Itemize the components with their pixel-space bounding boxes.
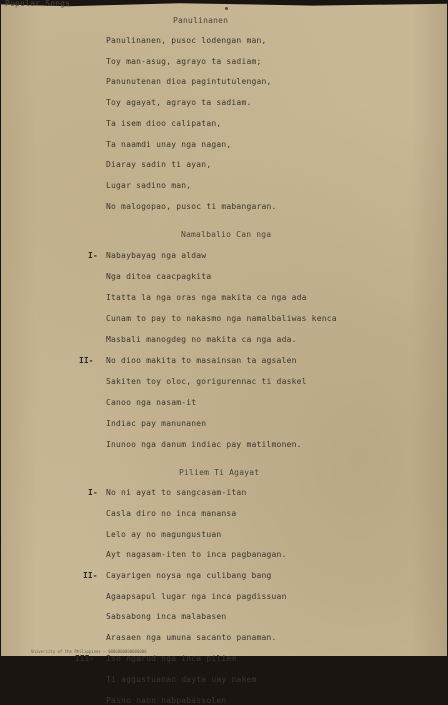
verse-line: Lelo ay no magungustuan <box>106 530 222 539</box>
verse-line: No ni ayat to sangcasam-itan <box>106 488 247 497</box>
verse-line: Ayt nagasam-iten to inca pagbanagan. <box>106 550 287 559</box>
verse-line: Lugar sadino man, <box>106 181 192 190</box>
verse-line: Masbali manogdeg no makita ca nga ada. <box>106 335 297 344</box>
section-title-1: Panulinanen <box>173 16 229 25</box>
verse-line: Inunoo nga danum indiac pay matilmonen. <box>106 440 302 449</box>
verse-line: Diaray sadin ti ayan, <box>106 160 212 169</box>
stanza-numeral: II- <box>79 356 94 365</box>
verse-line: Nabaybayag nga aldaw <box>106 251 207 260</box>
verse-line: No dioo makita to masainsan ta agsalen <box>106 356 297 365</box>
stanza-numeral: II- <box>83 571 98 580</box>
verse-line: Cayarigen noysa nga culibang bang <box>106 571 272 580</box>
verse-line: Pasno naon nabpabassolen <box>106 696 227 705</box>
verse-line: Arasaen nga umuna sacanto panaman. <box>106 633 277 642</box>
verse-line: Nga ditoa caacpagkita <box>106 272 212 281</box>
section-title-3: Piliem Ti Agayat <box>179 468 260 477</box>
verse-line: No malogopao, pusoc ti mabangaran. <box>106 202 277 211</box>
verse-line: Toy man-asug, agrayo ta sadiam; <box>106 57 262 66</box>
verse-line: Ta isem dioo calipatan, <box>106 119 222 128</box>
top-label: Popular Songs <box>5 0 71 8</box>
verse-line: Agaapsapul lugar nga inca pagdissuan <box>106 592 287 601</box>
pin-hole <box>225 7 228 10</box>
verse-line: Sabsabong inca malabasen <box>106 612 227 621</box>
document-page <box>1 0 447 705</box>
verse-line: Ti aggustuanan daytа uay nakem <box>106 675 257 684</box>
verse-line: Ta naamdi unay nga nagan, <box>106 140 232 149</box>
verse-line: Indiac pay manunanen <box>106 419 207 428</box>
verse-line: Itatta la nga oras nga makita ca nga ada <box>106 293 307 302</box>
verse-line: Cunam to pay to nakasmo nga namalbaliwas kenca <box>106 314 337 323</box>
stanza-numeral: I- <box>88 488 98 497</box>
verse-line: Casla diro no inca manansa <box>106 509 237 518</box>
verse-line: Sakiten toy oloc, gorigurennac ti daskel <box>106 377 307 386</box>
verse-line: Panunutenan dioa pagintutulengan, <box>106 77 272 86</box>
stanza-numeral: I- <box>88 251 98 260</box>
archive-footer: University of the Philippines — 0000000000000000 <box>31 649 147 654</box>
verse-line: Panulinanen, pusoc lodengan man, <box>106 36 267 45</box>
stanza-numeral: III- <box>75 654 95 663</box>
section-title-2: Namalbalio Can nga <box>181 230 272 239</box>
verse-line: Iso ngarud nga inca piliem <box>106 654 237 663</box>
verse-line: Toy agayat, agrayo ta sadiam. <box>106 98 252 107</box>
verse-line: Canoo nga nasam-it <box>106 398 197 407</box>
